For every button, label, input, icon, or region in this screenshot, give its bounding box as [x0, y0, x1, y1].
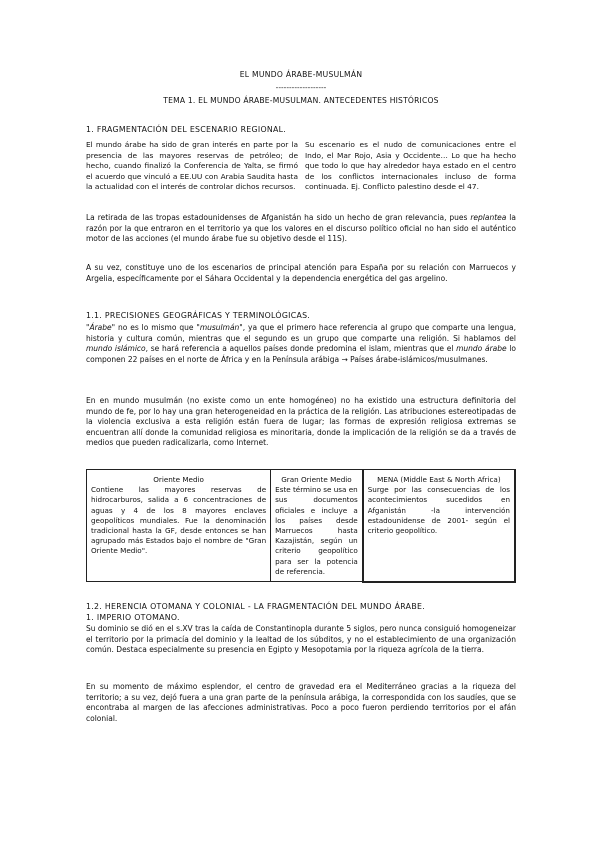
paragraph-imperio-otomano: Su dominio se dió en el s.XV tras la caída de Constantinopla durante 5 siglos, pero nunca consiguió homogeneizar el territorio por la primacía del dominio y la lealtad de los súbditos, y no el establecimiento de una organización común. Destaca especialmente su presencia en Egipto y Mesopotamia por la riqueza agrícola de la tierra. — [86, 624, 516, 655]
cell-oriente-medio — [87, 470, 271, 582]
document-subtitle: TEMA 1. EL MUNDO ÁRABE-MUSULMAN. ANTECEDENTES HISTÓRICOS — [163, 96, 439, 105]
paragraph-retirada-text-b: la razón por la que entraron en el territorio ya que los valores en el discurso político oficial no han sido el auténtico motor de las acciones (el mundo árabe fue su objetivo desde el 11S). — [86, 213, 516, 244]
cell-mena — [363, 470, 515, 582]
imperio-otomano-heading: 1. IMPERIO OTOMANO. — [86, 613, 180, 622]
paragraph-retirada-emphasis: replantea — [470, 213, 507, 222]
document-title: EL MUNDO ÁRABE-MUSULMÁN — [239, 70, 363, 79]
regions-table — [86, 469, 516, 583]
terminologia-text-a: " no es lo mismo que " — [111, 323, 200, 332]
paragraph-terminologia — [86, 323, 516, 365]
section-1-left-column: El mundo árabe ha sido de gran interés en parte por la presencia de las mayores reservas de petróleo; de hecho, cuando finalizó la Conferencia de Yalta, se firmó el acuerdo que vinculó a EE.UU con Arabia Saudita hasta la actualidad con el interés de controlar dichos recursos. — [86, 140, 298, 192]
paragraph-retirada — [86, 213, 516, 245]
section-1-2-heading: 1.2. HERENCIA OTOMANA Y COLONIAL - LA FRAGMENTACIÓN DEL MUNDO ÁRABE. — [86, 602, 425, 611]
section-1-heading: 1. FRAGMENTACIÓN DEL ESCENARIO REGIONAL. — [86, 125, 287, 134]
cell-oriente-medio-title: Oriente Medio — [153, 475, 204, 484]
cell-gran-oriente-medio-title: Gran Oriente Medio — [281, 475, 352, 484]
section-1-1-heading: 1.1. PRECISIONES GEOGRÁFICAS Y TERMINOLÓGICAS. — [86, 311, 311, 320]
title-separator: ------------------- — [275, 83, 327, 92]
cell-gran-oriente-medio — [271, 470, 363, 582]
term-mundo-islamico: mundo islámico — [86, 344, 146, 354]
regions-table-row — [87, 470, 516, 582]
paragraph-retirada-text-a: La retirada de las tropas estadounidenses de Afganistán ha sido un hecho de gran relevancia, pues — [86, 213, 471, 222]
section-1-right-column: Su escenario es el nudo de comunicaciones entre el Indo, el Mar Rojo, Asia y Occidente… Lo que ha hecho que todo lo que hay alrededor haya estado en el centro de los conflictos internacionales incluso de forma continuada. Ej. Conflicto palestino desde el 47. — [305, 140, 516, 192]
paragraph-espana: A su vez, constituye uno de los escenarios de principal atención para España por su relación con Marruecos y Argelia, específicamente por el Sáhara Occidental y la dependencia energética del gas argelino. — [86, 263, 516, 283]
cell-gran-oriente-medio-body: Este término se usa en sus documentos oficiales e incluye a los países desde Marruecos hasta Kazajistán, según un criterio geopolítico para ser la potencia de referencia. — [275, 485, 358, 576]
terminologia-text-b: ", ya que el primero hace referencia al grupo que comparte una lengua, historia y cultura común, mientras que el segundo es un grupo que comparte una religión. Si hablamos del — [86, 323, 516, 343]
cell-mena-title: MENA (Middle East & North Africa) — [377, 475, 501, 484]
cell-oriente-medio-body: Contiene las mayores reservas de hidrocarburos, salida a 6 concentraciones de aguas y 4 de los 8 mayores enclaves geopolíticos mundiales. Fue la denominación tradicional hasta la GF, desde entonces se han agrupado más Estados bajo el nombre de "Gran Oriente Medio". — [91, 485, 267, 556]
paragraph-maximo-esplendor: En su momento de máximo esplendor, el centro de gravedad era el Mediterráneo gracias a la riqueza del territorio; a su vez, dejó fuera a una gran parte de la península arábiga, la correspondida con los saudíes, que se encontraba al margen de las afecciones administrativas. Poco a poco fueron perdiendo territorios por el afán colonial. — [86, 682, 516, 723]
term-mundo-arabe: mundo árabe — [456, 344, 507, 354]
terminologia-text-d: lo componen 22 países en el norte de África y en la Península arábiga → Países árabe-islámicos/musulmanes. — [86, 344, 516, 364]
paragraph-mundo-musulman: En en mundo musulmán (no existe como un ente homogéneo) no ha existido una estructura definitoria del mundo de fe, por lo hay una gran heterogeneidad en la práctica de la religión. Las atribuciones estereotipadas de la violencia exclusiva a esta religión están fuera de lugar; las formas de expresión religiosa extremas se encuentran allí donde la comunidad religiosa es minoritaria, donde la implicación de la religión se da a través de medios que pueden radicalizarla, como Internet. — [86, 396, 516, 448]
cell-mena-body: Surge por las consecuencias de los acontecimientos sucedidos en Afganistán -la intervención estadounidense de 2001- según el criterio geopolítico. — [367, 485, 510, 536]
term-musulman: musulmán — [199, 323, 240, 332]
terminologia-text-c: , se hará referencia a aquellos países donde predomina el islam, mientras que el — [145, 344, 457, 354]
term-arabe: "Árabe — [86, 323, 112, 332]
